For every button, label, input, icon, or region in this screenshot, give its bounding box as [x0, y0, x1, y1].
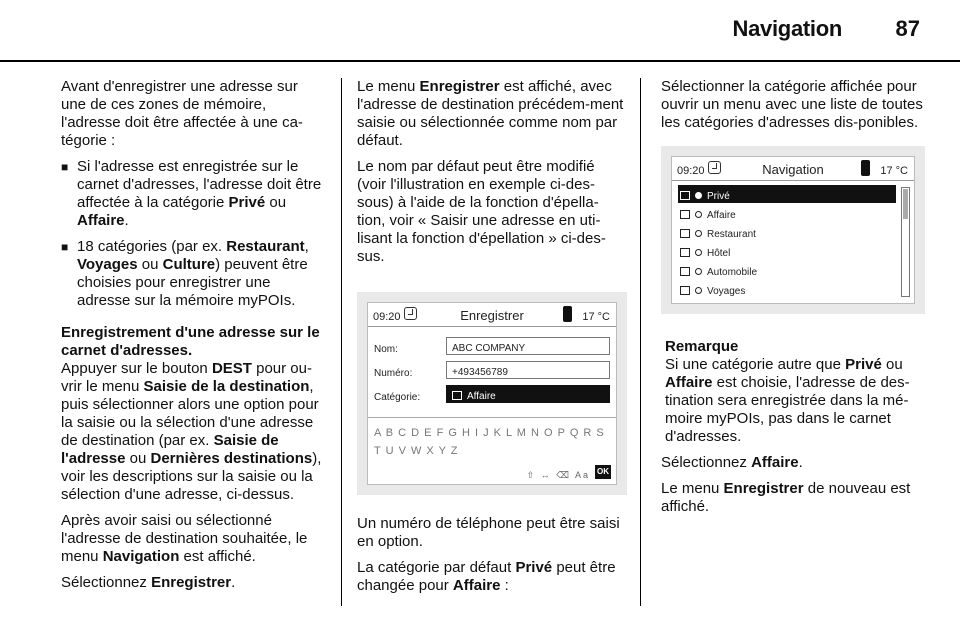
list-item[interactable]: Automobile — [678, 261, 896, 279]
column-2 — [357, 78, 627, 603]
list-item[interactable]: Affaire — [678, 204, 896, 222]
thermometer-icon — [563, 306, 572, 322]
name-field[interactable]: ABC COMPANY — [446, 337, 610, 355]
page-header — [0, 0, 960, 62]
category-row — [374, 385, 610, 405]
column-1 — [61, 78, 327, 600]
radio-icon — [695, 249, 702, 256]
column-divider — [341, 78, 342, 606]
screen-title: Navigation — [762, 162, 824, 177]
clock-time: 09:20 — [373, 311, 401, 323]
paragraph: Sélectionner la catégorie affichée pour ouvrir un menu avec une liste de toutes les catégories d'adresses dis-ponibles. — [661, 78, 923, 131]
thermometer-icon — [861, 160, 870, 176]
intro-paragraph: Avant d'enregistrer une adresse sur une de ces zones de mémoire, l'adresse doit être affectée à une ca-tégorie : — [61, 78, 303, 149]
category-icon — [680, 229, 690, 238]
paragraph: Le menu Enregistrer de nouveau est affiché. — [661, 480, 911, 515]
paragraph: Le nom par défaut peut être modifié (voir l'illustration en exemple ci-des-sous) à l'aide de la fonction d'épella-tion, voir « Saisir une adresse en uti-lisant la fonction d'épellation » ci-des-sus. — [357, 158, 606, 265]
bullet-item: ■ 18 catégories (par ex. Restaurant, Voyages ou Culture) peuvent être choisies pour enregistrer une adresse sur la mémoire myPOIs. — [61, 238, 309, 309]
page-number: 87 — [895, 16, 920, 41]
temperature: 17 °C — [582, 311, 610, 323]
paragraph: Un numéro de téléphone peut être saisi en option. — [357, 515, 620, 550]
radio-icon — [695, 230, 702, 237]
spelling-keys[interactable]: ⇧ ↔ ⌫ Aa — [526, 470, 590, 480]
list-item[interactable]: Voyages — [678, 280, 896, 298]
category-icon — [680, 248, 690, 257]
radio-icon — [695, 211, 702, 218]
paragraph: La catégorie par défaut Privé peut être changée pour Affaire : — [357, 559, 616, 594]
spelling-alphabet[interactable]: A B C D E F G H I J K L M N O P Q R S T U V W X Y Z — [368, 417, 616, 462]
briefcase-icon — [452, 391, 462, 400]
number-row — [374, 361, 610, 381]
list-item[interactable]: Hôtel — [678, 242, 896, 260]
category-icon — [680, 286, 690, 295]
screen-header — [368, 303, 616, 327]
scrollbar[interactable] — [901, 187, 910, 297]
name-row — [374, 337, 610, 357]
radio-icon — [695, 192, 702, 199]
section-heading: Enregistrement d'une adresse sur le carnet d'adresses. — [61, 324, 320, 359]
number-field[interactable]: +493456789 — [446, 361, 610, 379]
category-screen — [671, 156, 915, 304]
radio-icon — [695, 287, 702, 294]
remark-box — [661, 338, 925, 446]
column-3 — [661, 78, 925, 524]
column-divider — [640, 78, 641, 606]
ok-button[interactable]: OK — [595, 465, 611, 479]
paragraph: Sélectionnez Enregistrer. — [61, 574, 236, 591]
enregistrer-screen — [367, 302, 617, 485]
category-list — [672, 181, 914, 303]
screen-title: Enregistrer — [460, 308, 524, 323]
list-item[interactable]: Restaurant — [678, 223, 896, 241]
remark-heading: Remarque — [665, 338, 739, 355]
screen-header — [672, 157, 914, 181]
remark-text: Si une catégorie autre que Privé ou Affaire est choisie, l'adresse de des-tination sera enregistrée dans la mé-moire myPOIs, pas dans le carnet d'adresses. — [665, 356, 910, 445]
paragraph: Appuyer sur le bouton DEST pour ou-vrir le menu Saisie de la destination, puis sélectionner alors une option pour la saisie ou la sélection d'une adresse de destination (par ex. Saisie de l'adresse ou Dernières destinations), voir les descriptions sur la saisie ou la sélection d'une adresse, ci-dessus. — [61, 360, 322, 503]
list-item[interactable]: Privé — [678, 185, 896, 203]
category-icon — [680, 267, 690, 276]
enregistrer-screen-illustration — [357, 292, 627, 495]
bullet-icon: ■ — [61, 240, 69, 254]
clock-time: 09:20 — [677, 165, 705, 177]
bullet-icon: ■ — [61, 160, 69, 174]
paragraph: Le menu Enregistrer est affiché, avec l'adresse de destination précédem-ment saisie ou sélectionnée comme nom par défaut. — [357, 78, 624, 149]
name-label: Nom: — [374, 344, 398, 355]
screen-footer — [368, 462, 616, 484]
number-label: Numéro: — [374, 368, 413, 379]
scroll-thumb[interactable] — [903, 189, 908, 219]
header-rule — [0, 60, 960, 62]
radio-icon — [695, 268, 702, 275]
page-title: Navigation — [732, 16, 842, 41]
temperature: 17 °C — [880, 165, 908, 177]
category-screen-illustration — [661, 146, 925, 314]
category-icon — [680, 210, 690, 219]
category-label: Catégorie: — [374, 392, 421, 403]
bullet-item: ■ Si l'adresse est enregistrée sur le carnet d'adresses, l'adresse doit être affectée à la catégorie Privé ou Affaire. — [61, 158, 322, 229]
category-icon — [680, 191, 690, 200]
category-field[interactable]: Affaire — [446, 385, 610, 403]
paragraph: Après avoir saisi ou sélectionné l'adresse de destination souhaitée, le menu Navigation est affiché. — [61, 512, 308, 565]
paragraph: Sélectionnez Affaire. — [661, 454, 803, 471]
